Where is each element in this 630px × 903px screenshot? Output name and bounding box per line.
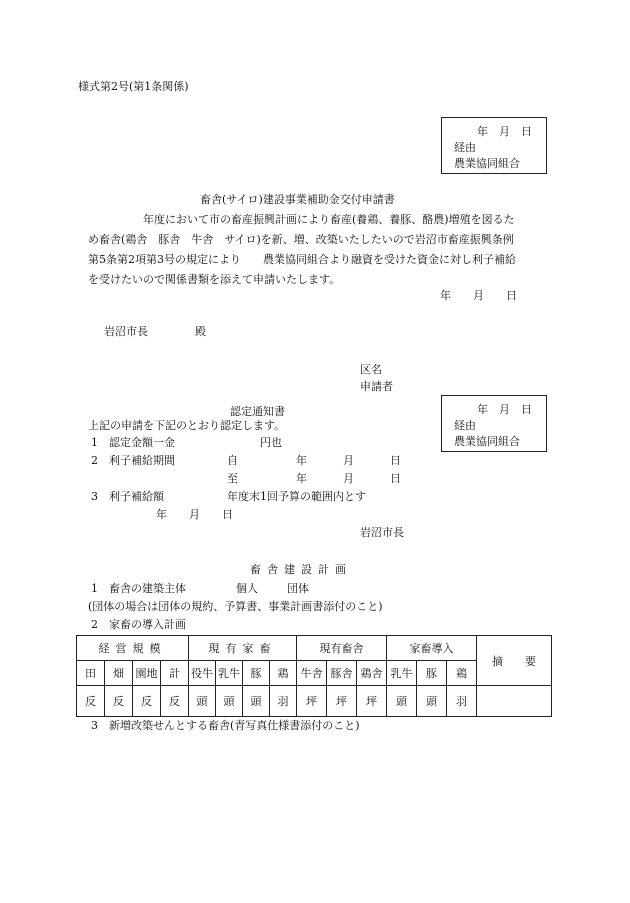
period-from-month: 月 (343, 454, 354, 467)
plan-title: 畜舎建設計画 (250, 563, 352, 576)
routing-via: 経由 (454, 141, 476, 154)
notice-intro: 上記の申請を下記のとおり認定します。 (88, 419, 286, 432)
sub-header: 牛舎 (297, 661, 327, 686)
addressee: 岩沼市長 (104, 325, 148, 338)
unit-cell: 頭 (216, 686, 243, 717)
application-date: 年 月 日 (440, 289, 517, 302)
livestock-plan-label: 2 家畜の導入計画 (91, 618, 186, 631)
honorific: 殿 (195, 325, 206, 338)
unit-cell: 頭 (189, 686, 216, 717)
body-line-2: め畜舎(鶏舎 豚舎 牛舎 サイロ)を新、増、改築いたしたいので岩沼市畜産振興条例 (88, 233, 514, 246)
routing-date: 年 月 日 (477, 403, 532, 416)
notice-signer: 岩沼市長 (360, 526, 404, 539)
builder-label: 1 畜舎の建築主体 (91, 582, 186, 595)
unit-cell: 反 (77, 686, 105, 717)
routing-coop: 農業協同組合 (454, 157, 520, 170)
body-line-3: 第5条第2項第3号の規定により 農業協同組合より融資を受けた資金に対し利子補給 (88, 253, 516, 266)
sub-header: 園地 (133, 661, 161, 686)
units-row (77, 686, 552, 717)
sub-header: 鶏 (447, 661, 477, 686)
period-to-year: 年 (296, 472, 307, 485)
group-current-barns: 現有畜舎 (297, 636, 387, 661)
group-farm-scale: 経営規模 (77, 636, 189, 661)
group-livestock-intro: 家畜導入 (387, 636, 477, 661)
unit-cell: 坪 (357, 686, 387, 717)
unit-cell: 羽 (447, 686, 477, 717)
subsidy-amount-value: 年度末1回予算の範囲内とす (227, 490, 366, 503)
unit-cell: 坪 (297, 686, 327, 717)
sub-header: 豚 (417, 661, 447, 686)
period-to-month: 月 (343, 472, 354, 485)
sub-header: 豚 (243, 661, 270, 686)
unit-cell: 頭 (243, 686, 270, 717)
unit-cell: 頭 (387, 686, 417, 717)
unit-cell: 反 (133, 686, 161, 717)
subsidy-amount-label: 3 利子補給額 (91, 490, 164, 503)
builder-individual: 個人 (236, 582, 258, 595)
approved-amount-unit: 円也 (260, 436, 282, 449)
sub-header: 乳牛 (216, 661, 243, 686)
unit-cell: 頭 (417, 686, 447, 717)
remarks-header: 摘 要 (477, 636, 552, 686)
routing-date: 年 月 日 (477, 125, 532, 138)
period-from-day: 日 (390, 454, 401, 467)
subsidy-period-label: 2 利子補給期間 (91, 454, 175, 467)
builder-group: 団体 (287, 582, 309, 595)
body-line-1: 年度において市の畜産振興計画により畜産(養鶏、養豚、酪農)増殖を図るた (88, 213, 515, 226)
period-to-day: 日 (390, 472, 401, 485)
sub-header: 田 (77, 661, 105, 686)
body-line-4: を受けたいので関係書類を添えて申請いたします。 (88, 273, 341, 286)
sub-header: 畑 (105, 661, 133, 686)
builder-note: (団体の場合は団体の規約、予算書、事業計画書添付のこと) (88, 600, 383, 613)
routing-box-top (441, 117, 547, 174)
sub-header: 役牛 (189, 661, 216, 686)
period-from-year: 年 (296, 454, 307, 467)
sub-header: 鶏舎 (357, 661, 387, 686)
period-to: 至 (227, 472, 238, 485)
notice-title: 認定通知書 (230, 405, 285, 418)
routing-coop: 農業協同組合 (454, 435, 520, 448)
new-barn-label: 3 新増改築せんとする畜舎(青写真仕様書添付のこと) (91, 719, 360, 732)
remarks-cell (477, 686, 552, 717)
period-from: 自 (227, 454, 238, 467)
sub-header: 豚舎 (327, 661, 357, 686)
sub-header: 鶏 (270, 661, 297, 686)
unit-cell: 坪 (327, 686, 357, 717)
form-number: 様式第2号(第1条関係) (78, 80, 189, 93)
unit-cell: 反 (105, 686, 133, 717)
group-header-row (77, 636, 552, 661)
livestock-plan-table (76, 635, 552, 717)
sub-header: 乳牛 (387, 661, 417, 686)
routing-box-bottom (441, 395, 547, 452)
unit-cell: 羽 (270, 686, 297, 717)
approved-amount-label: 1 認定金額一金 (91, 436, 175, 449)
district-label: 区名 (360, 363, 382, 376)
notice-date: 年 月 日 (156, 508, 233, 521)
sub-header: 計 (161, 661, 189, 686)
routing-via: 経由 (454, 419, 476, 432)
unit-cell: 反 (161, 686, 189, 717)
applicant-label: 申請者 (360, 380, 393, 393)
application-title: 畜舎(サイロ)建設事業補助金交付申請書 (200, 193, 395, 206)
group-current-livestock: 現有家畜 (189, 636, 297, 661)
